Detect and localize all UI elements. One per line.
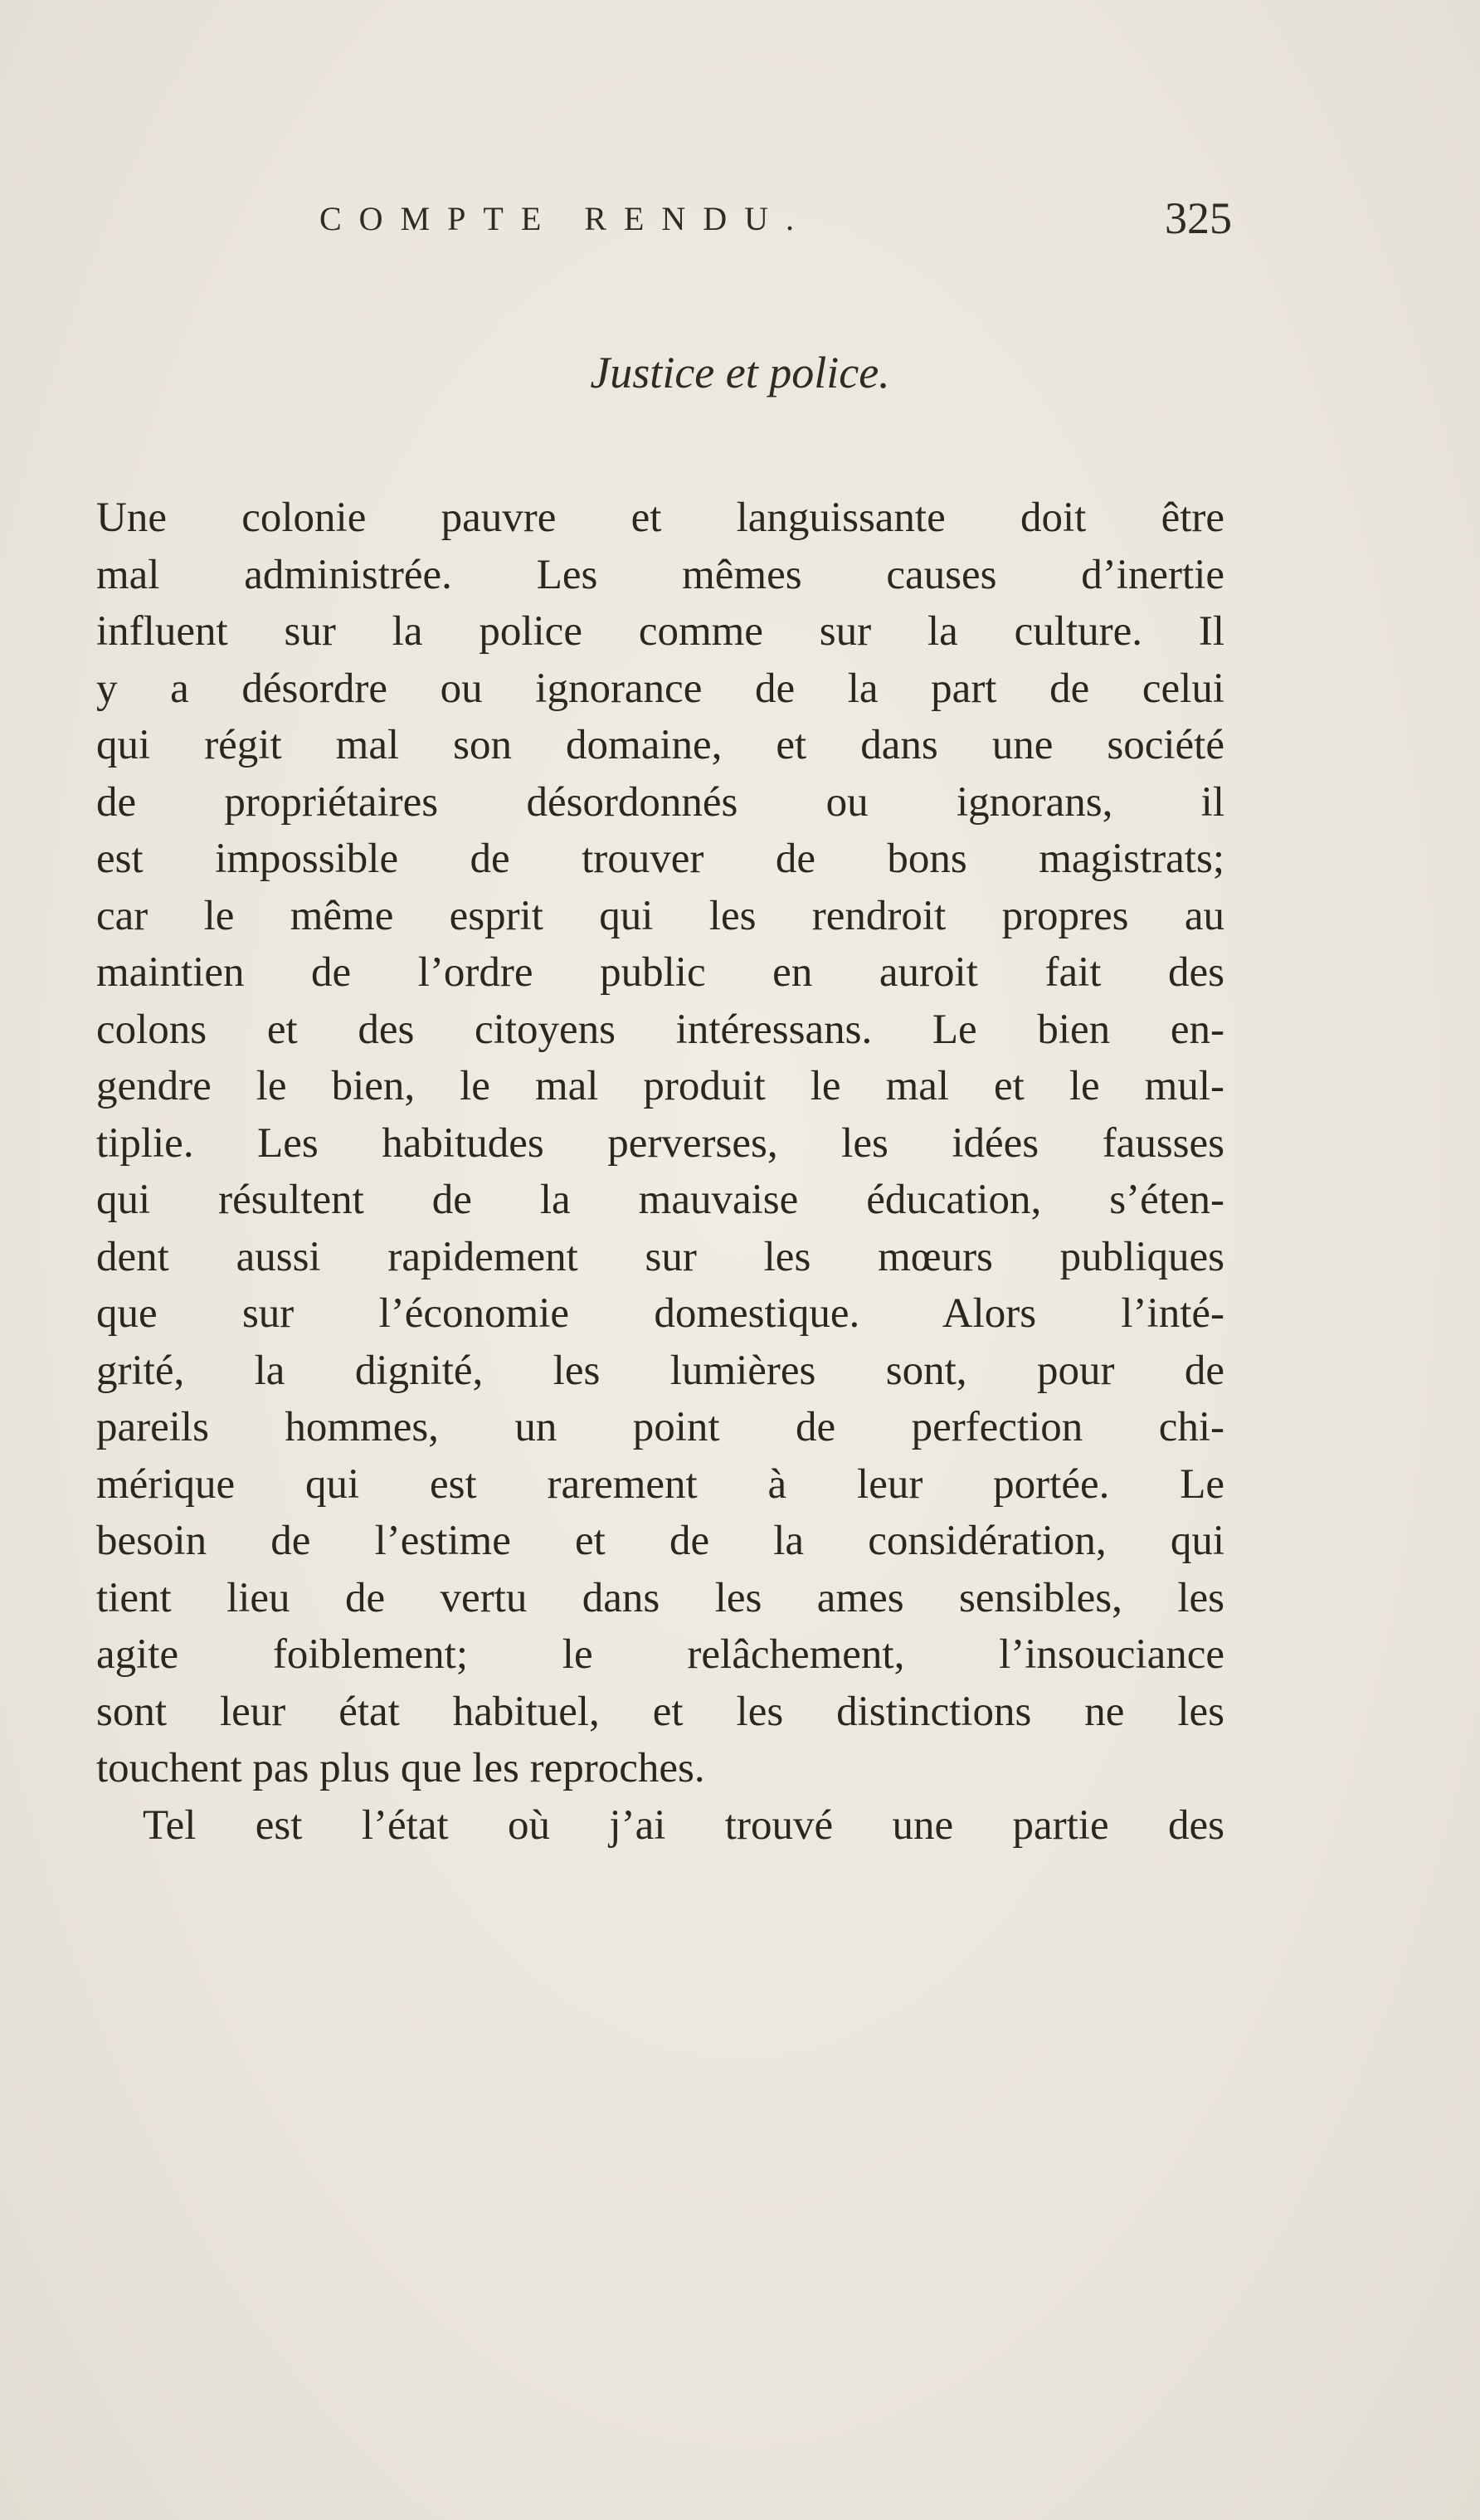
- text-line: Une colonie pauvre et languissante doit être: [96, 495, 1224, 541]
- text-line: besoin de l’estime et de la considération, qui: [96, 1518, 1224, 1564]
- running-title: COMPTE RENDU.: [319, 200, 812, 237]
- text-line: touchent pas plus que les reproches.: [96, 1745, 705, 1791]
- text-line: mal administrée. Les mêmes causes d’inertie: [96, 551, 1224, 598]
- running-head: [319, 193, 1232, 266]
- body-text: [96, 490, 1224, 1854]
- text-line: mérique qui est rarement à leur portée. Le: [96, 1460, 1224, 1508]
- text-line: de propriétaires désordonnés ou ignorans, il: [96, 778, 1224, 826]
- text-line: y a désordre ou ignorance de la part de celui: [96, 665, 1224, 712]
- page-number: 325: [1165, 193, 1232, 243]
- paragraph-1: [96, 490, 1224, 1797]
- text-line: gendre le bien, le mal produit le mal et le mul-: [96, 1063, 1224, 1109]
- text-line: tiplie. Les habitudes perverses, les idées fausses: [96, 1119, 1224, 1167]
- text-line: dent aussi rapidement sur les mœurs publiques: [96, 1233, 1224, 1280]
- text-line: influent sur la police comme sur la culture. Il: [96, 608, 1224, 655]
- text-line: est impossible de trouver de bons magistrats;: [96, 836, 1224, 882]
- text-line: tient lieu de vertu dans les ames sensibles, les: [96, 1574, 1224, 1621]
- text-line: grité, la dignité, les lumières sont, pour de: [96, 1347, 1224, 1394]
- text-line: maintien de l’ordre public en auroit fait des: [96, 949, 1224, 996]
- text-line: qui régit mal son domaine, et dans une société: [96, 722, 1224, 768]
- text-line: colons et des citoyens intéressans. Le bien en-: [96, 1006, 1224, 1053]
- text-line: sont leur état habituel, et les distinctions ne les: [96, 1688, 1224, 1735]
- section-title: Justice et police.: [590, 348, 890, 397]
- text-line: qui résultent de la mauvaise éducation, s’éten-: [96, 1177, 1224, 1223]
- text-line: Tel est l’état où j’ai trouvé une partie des: [143, 1801, 1224, 1849]
- text-line: agite foiblement; le relâchement, l’insouciance: [96, 1631, 1224, 1678]
- text-line: pareils hommes, un point de perfection chi-: [96, 1404, 1224, 1450]
- text-line: car le même esprit qui les rendroit propres au: [96, 892, 1224, 939]
- text-line: que sur l’économie domestique. Alors l’inté-: [96, 1290, 1224, 1337]
- paragraph-2: [96, 1797, 1224, 1855]
